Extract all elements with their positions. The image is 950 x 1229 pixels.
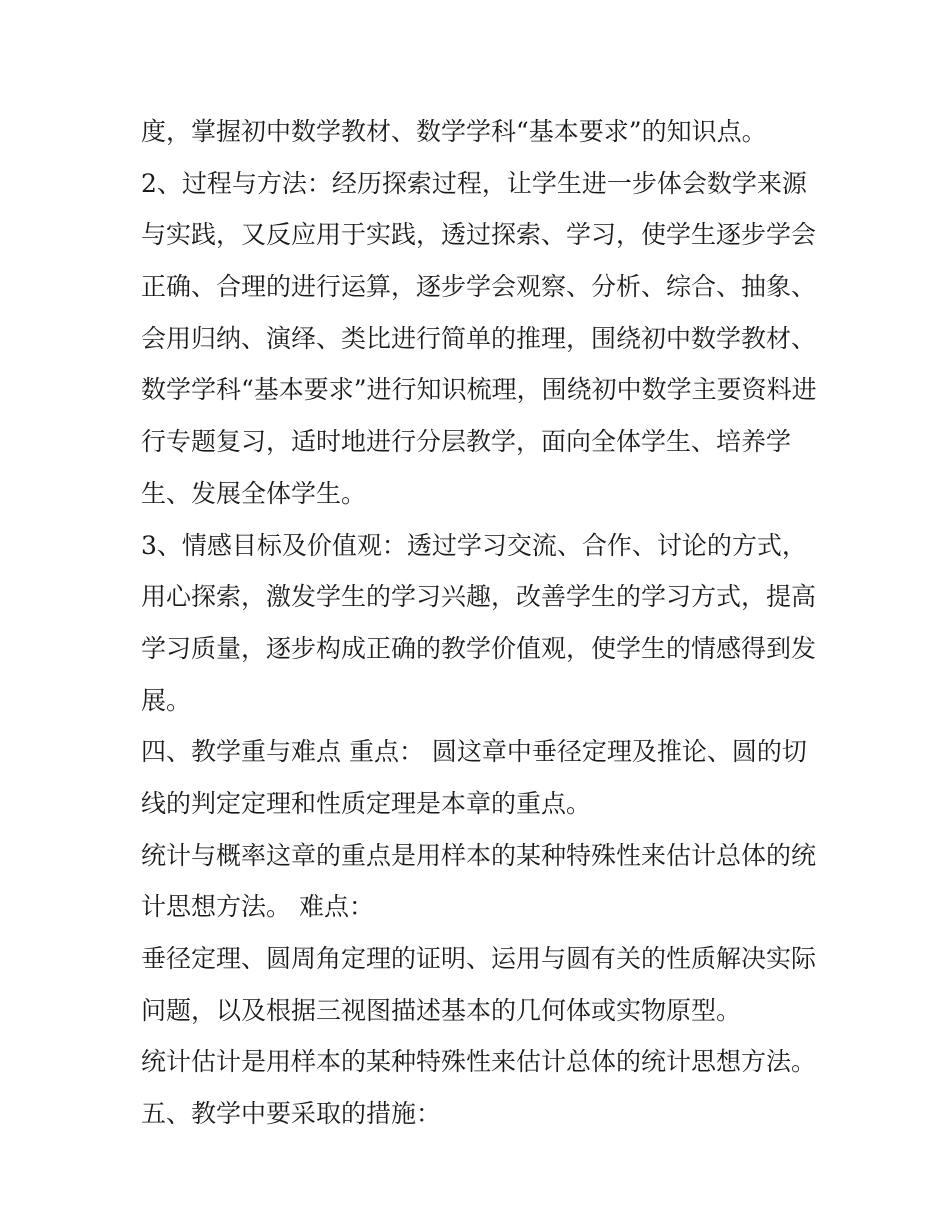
text-line: 与实践，又反应用于实践，透过探索、学习，使学生逐步学会 [141, 220, 817, 250]
text-line: 正确、合理的进行运算，逐步学会观察、分析、综合、抽象、 [141, 272, 817, 302]
body-text [141, 106, 821, 1140]
text-line: 2、过程与方法：经历探索过程，让学生进一步体会数学来源 [141, 168, 807, 198]
text-line: 用心探索，激发学生的学习兴趣，改善学生的学习方式，提高 [141, 582, 817, 612]
text-line: 数学学科“基本要求”进行知识梳理，围绕初中数学主要资料进 [141, 375, 817, 405]
text-line: 统计与概率这章的重点是用样本的某种特殊性来估计总体的统 [141, 840, 817, 870]
section-heading-line: 五、教学中要采取的措施： [141, 1099, 442, 1129]
text-line: 线的判定定理和性质定理是本章的重点。 [141, 788, 592, 818]
text-line: 生、发展全体学生。 [141, 478, 367, 508]
text-line: 计思想方法。 难点： [141, 892, 374, 922]
text-line: 行专题复习，适时地进行分层教学，面向全体学生、培养学 [141, 427, 792, 457]
text-line: 3、情感目标及价值观：透过学习交流、合作、讨论的方式， [141, 530, 807, 560]
text-line: 度，掌握初中数学教材、数学学科“基本要求”的知识点。 [141, 117, 767, 146]
text-line: 会用归纳、演绎、类比进行简单的推理，围绕初中数学教材、 [141, 323, 817, 353]
text-line: 统计估计是用样本的某种特殊性来估计总体的统计思想方法。 [141, 1047, 817, 1077]
section-heading-line: 四、教学重与难点 重点： 圆这章中垂径定理及推论、圆的切 [141, 737, 807, 767]
text-line: 展。 [141, 685, 192, 715]
text-line: 问题，以及根据三视图描述基本的几何体或实物原型。 [141, 995, 742, 1025]
text-line: 垂径定理、圆周角定理的证明、运用与圆有关的性质解决实际 [141, 944, 817, 973]
text-line: 学习质量，逐步构成正确的教学价值观，使学生的情感得到发 [141, 633, 817, 663]
